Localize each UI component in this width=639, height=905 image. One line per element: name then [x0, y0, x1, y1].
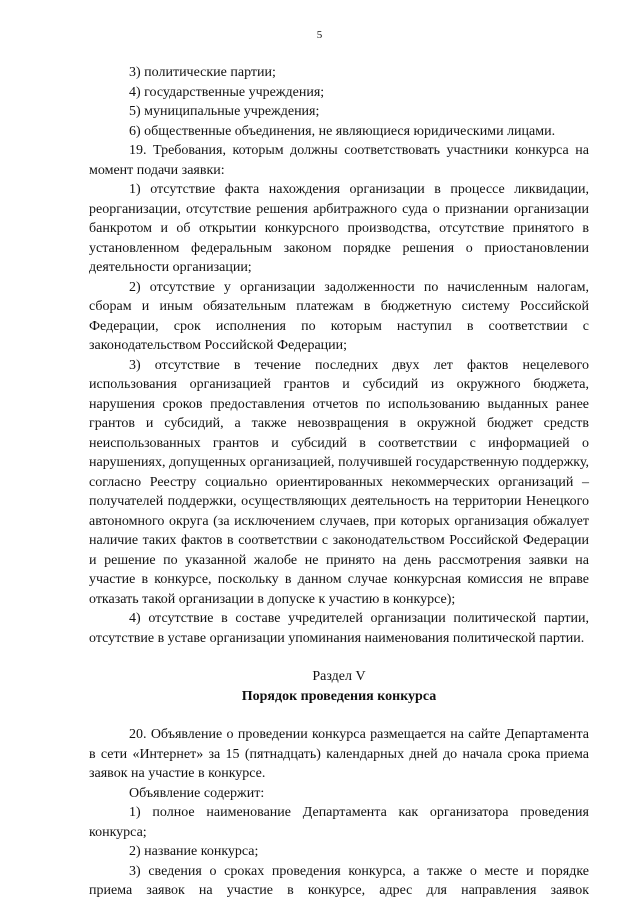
paragraph: 2) отсутствие у организации задолженности по начисленным налогам, сборам и иным обязательным платежам в бюджетную систему Российской Федерации, срок исполнения по которым наступил в соответствии с законодательством Российской Федерации; [89, 279, 589, 353]
paragraph: 3) отсутствие в течение последних двух лет фактов нецелевого использования организацией грантов и субсидий из окружного бюджета, нарушения сроков предоставления отчетов по использованию выданных ранее грантов и субсидий, а также невозвращения в окружной бюджет средств неиспользованных грантов и субсидий в соответствии с информацией о нарушениях, допущенных организацией, получившей государственную поддержку, согласно Реестру социально ориентированных некоммерческих организаций – получателей поддержки, осуществляющих деятельность на территории Ненецкого автономного округа (за исключением случаев, при которых организация обжалует наличие таких фактов в соответствии с законодательством Российской Федерации и решение по указанной жалобе не принято на день рассмотрения заявки на участие в конкурсе, поскольку в данном случае конкурсная комиссия не вправе отказать такой организации в допуске к участию в конкурсе); [89, 357, 589, 607]
paragraph: 1) отсутствие факта нахождения организации в процессе ликвидации, реорганизации, отсутствие решения арбитражного суда о признании организации банкротом и об открытии конкурсного производства, отсутствие принятого в установленном федеральным законом порядке решения о приостановлении деятельности организации; [89, 182, 589, 275]
paragraph: 5) муниципальные учреждения; [129, 104, 320, 119]
paragraph: 19. Требования, которым должны соответствовать участники конкурса на момент подачи заявки: [89, 143, 589, 178]
paragraph: 4) государственные учреждения; [129, 84, 325, 100]
paragraph: 4) отсутствие в составе учредителей организации политической партии, отсутствие в уставе организации упоминания наименования политической партии. [89, 611, 589, 646]
page-number: 5 [316, 29, 323, 41]
document-body [89, 63, 589, 901]
section-title: Порядок проведения конкурса [241, 688, 437, 704]
paragraph: 20. Объявление о проведении конкурса размещается на сайте Департамента в сети «Интернет» за 15 (пятнадцать) календарных дней до начала срока приема заявок на участие в конкурсе. [89, 727, 589, 781]
paragraph: Объявление содержит: [129, 785, 265, 801]
paragraph: 2) название конкурса; [129, 844, 259, 859]
section-label: Раздел V [312, 669, 366, 684]
paragraph: 6) общественные объединения, не являющиеся юридическими лицами. [129, 123, 556, 139]
paragraph: 1) полное наименование Департамента как организатора проведения конкурса; [89, 805, 589, 840]
paragraph: 3) политические партии; [129, 65, 276, 80]
paragraph: 3) сведения о сроках проведения конкурса, а также о месте и порядке приема заявок на участие в конкурсе, адрес для направления заявок [89, 863, 589, 898]
